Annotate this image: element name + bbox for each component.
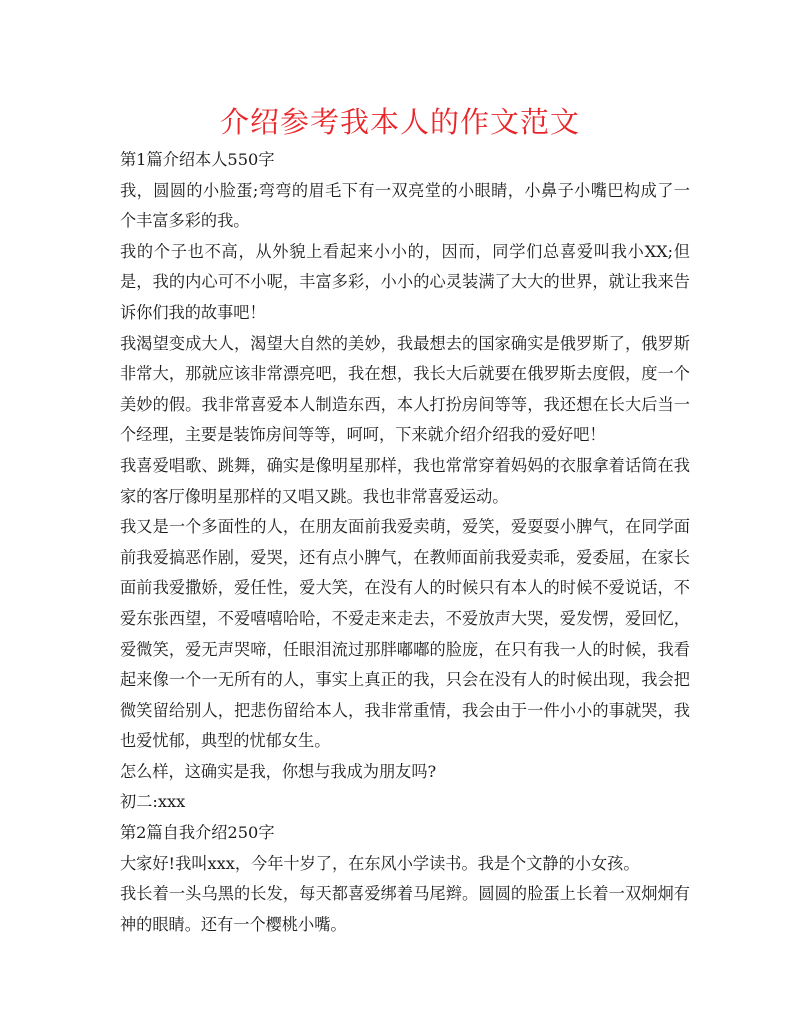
paragraph: 我又是一个多面性的人，在朋友面前我爱卖萌，爱笑，爱耍耍小脾气，在同学面前我爱搞恶作剧，爱哭，还有点小脾气，在教师面前我爱卖乖，爱委屈，在家长面前我爱撒娇，爱任性，爱大笑，在没有人的时候只有本人的时候不爱说话，不爱东张西望，不爱嘻嘻哈哈，不爱走来走去，不爱放声大哭，爱发愣，爱回忆，爱微笑，爱无声哭啼，任眼泪流过那胖嘟嘟的脸庞，在只有我一人的时候，我看起来像一个一无所有的人，事实上真正的我，只会在没有人的时候出现，我会把微笑留给别人，把悲伤留给本人，我非常重情，我会由于一件小小的事就哭，我也爱忧郁，典型的忧郁女生。 (120, 517, 690, 751)
paragraph: 怎么样，这确实是我，你想与我成为朋友吗? (120, 761, 437, 781)
document-title: 介绍参考我本人的作文范文 (219, 105, 580, 139)
paragraph: 我喜爱唱歌、跳舞，确实是像明星那样，我也常常穿着妈妈的衣服拿着话筒在我家的客厅像明星那样的又唱又跳。我也非常喜爱运动。 (120, 455, 690, 506)
section-heading: 第1篇介绍本人550字 (120, 150, 275, 169)
author-line: 初二:xxx (120, 792, 186, 812)
section-heading: 第2篇自我介绍250字 (120, 823, 275, 843)
paragraph: 我的个子也不高，从外貌上看起来小小的，因而，同学们总喜爱叫我小XX;但是，我的内心可不小呢，丰富多彩，小小的心灵装满了大大的世界，就让我来告诉你们我的故事吧！ (120, 241, 690, 322)
paragraph: 我渴望变成大人，渴望大自然的美妙，我最想去的国家确实是俄罗斯了，俄罗斯非常大，那就应该非常漂亮吧，我在想，我长大后就要在俄罗斯去度假，度一个美妙的假。我非常喜爱本人制造东西，本人打扮房间等等，我还想在长大后当一个经理，主要是装饰房间等等，呵呵，下来就介绍介绍我的爱好吧！ (120, 333, 690, 445)
document-body (120, 145, 690, 940)
paragraph: 我长着一头乌黑的长发，每天都喜爱绑着马尾辫。圆圆的脸蛋上长着一双炯炯有神的眼睛。还有一个樱桃小嘴。 (120, 884, 690, 934)
paragraph: 大家好!我叫xxx，今年十岁了，在东风小学读书。我是个文静的小女孩。 (120, 853, 640, 873)
paragraph: 我，圆圆的小脸蛋;弯弯的眉毛下有一双亮堂的小眼睛，小鼻子小嘴巴构成了一个丰富多彩的我。 (120, 180, 690, 231)
